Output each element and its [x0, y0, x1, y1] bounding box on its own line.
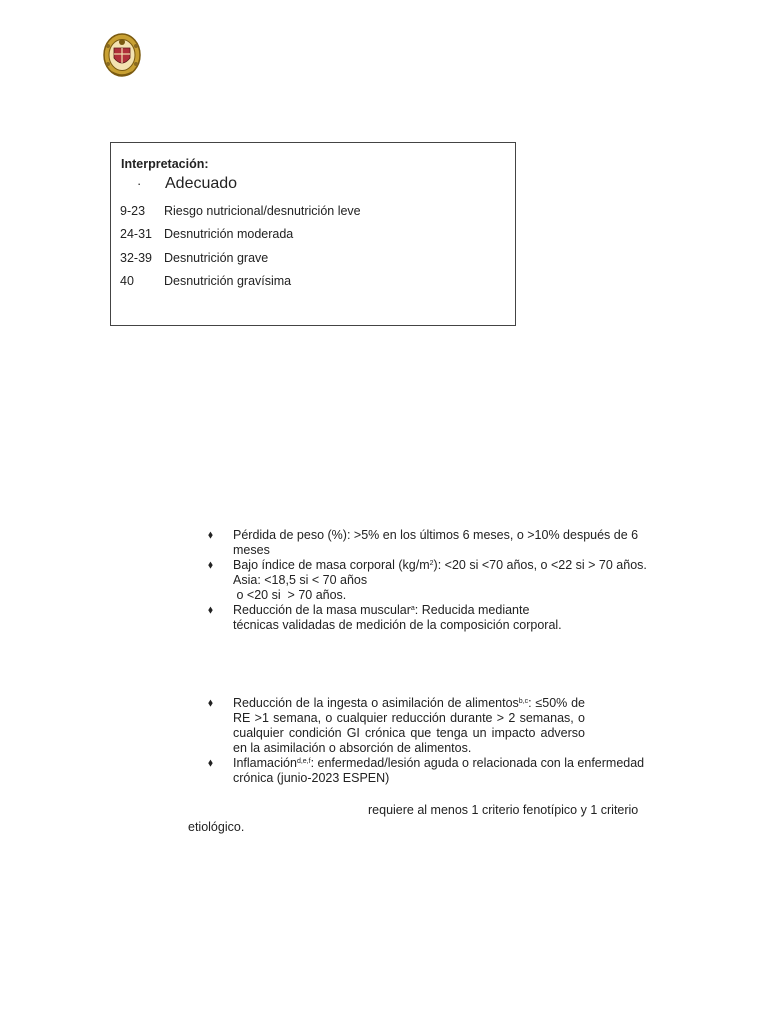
list-item	[208, 528, 660, 558]
criterion-text: Reducción de la masa muscular	[233, 603, 411, 617]
note-text: requiere al menos 1 criterio fenotípico y 1 criterio	[368, 803, 639, 817]
criterion-text: Asia: <18,5 si < 70 años	[233, 573, 368, 587]
interpretation-row	[120, 274, 291, 288]
interpretation-row	[120, 227, 293, 241]
criterion-text: : ≤50% de RE >1 semana, o cualquier reducción durante > 2 semanas, o cualquier condición GI crónica que tenga un impacto adverso en la asimilación o absorción de alimentos.	[233, 696, 585, 755]
list-item	[208, 603, 660, 633]
score-range: 32-39	[120, 251, 152, 265]
interpretation-row	[120, 251, 268, 265]
criterion-text: Reducción de la ingesta o asimilación de alimentos	[233, 696, 519, 710]
criterion-paragraph	[233, 696, 585, 756]
interpretation-title: Interpretación:	[121, 157, 209, 171]
bullet-icon: ⬧	[208, 697, 213, 709]
criterion-text: : Reducida mediante	[414, 603, 530, 617]
bullet-icon: ⬧	[208, 529, 213, 541]
superscript: b,c	[518, 698, 529, 705]
criterion-text: Pérdida de peso (%): >5% en los últimos 6 meses, o >10% después de 6 meses	[233, 528, 639, 557]
bullet-dot: ·	[137, 176, 142, 191]
interpretation-label: Desnutrición moderada	[164, 227, 294, 241]
criterion-text: o <20 si > 70 años.	[233, 588, 347, 602]
criterion-text: Bajo índice de masa corporal (kg/m	[233, 558, 430, 572]
bullet-icon: ⬧	[208, 757, 213, 769]
interpretation-first-item	[137, 175, 237, 193]
list-item	[208, 558, 660, 603]
bullet-icon: ⬧	[208, 604, 213, 616]
institution-logo	[102, 32, 142, 78]
list-item	[208, 756, 660, 786]
criterion-text: ): <20 si <70 años, o <22 si > 70 años.	[433, 558, 647, 572]
score-range: 24-31	[120, 227, 152, 241]
score-range: 9-23	[120, 204, 146, 218]
interpretation-label: Desnutrición gravísima	[164, 274, 292, 288]
criterion-text: Inflamación	[233, 756, 297, 770]
interpretation-label: Desnutrición grave	[164, 251, 269, 265]
interpretation-row	[120, 204, 361, 218]
superscript: 2	[429, 560, 434, 567]
bullet-icon: ⬧	[208, 559, 213, 571]
interpretation-label: Riesgo nutricional/desnutrición leve	[164, 204, 361, 218]
crest-icon	[102, 32, 142, 78]
phenotypic-criteria-list	[208, 528, 660, 633]
superscript: a	[410, 605, 415, 612]
criterion-text: : enfermedad/lesión aguda o relacionada con la enfermedad crónica (junio-2023 ESPEN)	[233, 756, 645, 785]
interpretation-label: Adecuado	[165, 175, 238, 192]
list-item	[208, 696, 660, 756]
note-text: etiológico.	[188, 820, 245, 834]
superscript: d,e,f	[296, 758, 311, 765]
etiologic-criteria-list	[208, 696, 660, 786]
criterion-text: técnicas validadas de medición de la composición corporal.	[233, 618, 562, 632]
criteria-requirement-note	[188, 802, 658, 836]
score-range: 40	[120, 274, 134, 288]
interpretation-box	[110, 142, 516, 326]
